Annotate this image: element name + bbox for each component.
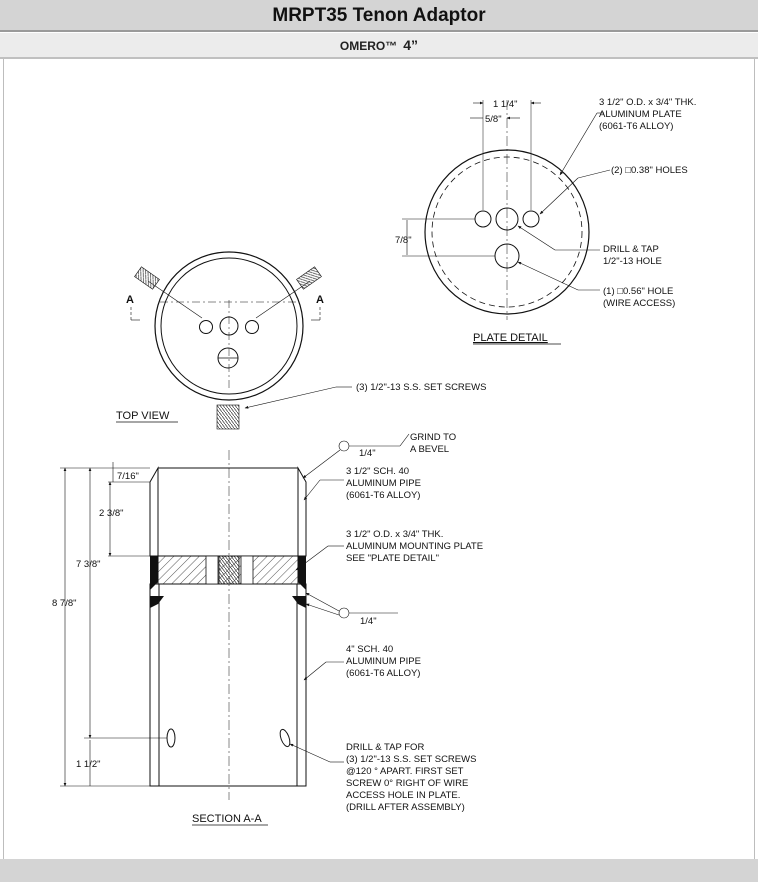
note-tap-line-2: 1/2"-13 HOLE [603,256,662,267]
top-view-hole-left [200,321,213,334]
note-lower-pipe-line-3: (6061-T6 ALLOY) [346,668,421,679]
section-caption: SECTION A-A [192,813,262,825]
note-drill-line-1: DRILL & TAP FOR [346,742,425,753]
weld-bottom-size: 1/4" [360,616,377,627]
plate-hole-left [475,211,491,227]
note-drill-line-5: ACCESS HOLE IN PLATE. [346,790,461,801]
note-holes: (2) □0.38" HOLES [611,165,688,176]
weld-top-left [150,556,158,590]
note-mount-plate-line-2: ALUMINUM MOUNTING PLATE [346,541,484,552]
note-upper-pipe-line-2: ALUMINUM PIPE [346,478,421,489]
upper-pipe-left-wall [150,468,158,556]
dim-7-8-label: 7/8" [395,235,412,246]
dim-7-3-8-label: 7 3/8" [76,559,101,570]
model-size: 4” [403,37,419,53]
note-plate-line-3: (6061-T6 ALLOY) [599,121,674,132]
upper-pipe-right-wall [298,468,306,556]
section-mark-left: A [126,294,134,306]
weld-top-size: 1/4" [359,448,376,459]
note-drill-line-2: (3) 1/2"-13 S.S. SET SCREWS [346,754,477,765]
top-view [116,252,486,429]
dim-7-16-label: 7/16" [117,471,139,482]
note-drill-line-3: @120 ° APART. FIRST SET [346,766,464,777]
top-view-outer-circle [155,252,303,400]
weld-top-right [298,556,306,590]
top-view-caption: TOP VIEW [116,410,170,422]
section-mark-right: A [316,294,324,306]
set-screws-note: (3) 1/2"-13 S.S. SET SCREWS [356,382,487,393]
section-view [52,432,483,825]
tapped-hole [219,556,239,584]
note-access-line-1: (1) □0.56" HOLE [603,286,674,297]
page-title: MRPT35 Tenon Adaptor [272,5,486,26]
dim-1-1-2-label: 1 1/2" [76,759,101,770]
set-screw-hole-left [167,729,175,747]
weld-bottom-right [292,596,306,608]
set-screw-hole-right [278,728,292,748]
note-mount-plate-line-3: SEE "PLATE DETAIL" [346,553,439,564]
top-view-hole-right [246,321,259,334]
dim-8-7-8-label: 8 7/8" [52,598,77,609]
lower-pipe-right-wall [297,584,306,786]
lower-pipe-left-wall [150,584,159,786]
note-lower-pipe-line-2: ALUMINUM PIPE [346,656,421,667]
dim-5-8-label: 5/8" [485,114,502,125]
note-plate-line-2: ALUMINUM PLATE [599,109,682,120]
dim-2-3-8-label: 2 3/8" [99,508,124,519]
note-mount-plate-line-1: 3 1/2" O.D. x 3/4" THK. [346,529,444,540]
note-lower-pipe-line-1: 4" SCH. 40 [346,644,394,655]
note-access-line-2: (WIRE ACCESS) [603,298,676,309]
note-drill-line-6: (DRILL AFTER ASSEMBLY) [346,802,465,813]
set-screw-bottom [217,405,239,429]
dim-1-1-4-label: 1 1/4" [493,99,518,110]
note-upper-pipe-line-3: (6061-T6 ALLOY) [346,490,421,501]
note-drill-line-4: SCREW 0° RIGHT OF WIRE [346,778,469,789]
note-upper-pipe-line-1: 3 1/2" SCH. 40 [346,466,410,477]
note-tap-line-1: DRILL & TAP [603,244,659,255]
plate-detail-view [395,97,696,344]
top-view-inner-circle [161,258,297,394]
weld-top-note-line-1: GRIND TO [410,432,457,443]
plate-hole-right [523,211,539,227]
set-screw-right [297,267,322,289]
note-plate-line-1: 3 1/2" O.D. x 3/4" THK. [599,97,697,108]
weld-bottom-left [150,596,164,608]
plate-detail-caption: PLATE DETAIL [473,332,548,344]
weld-top-note-line-2: A BEVEL [410,444,450,455]
set-screw-left [135,267,160,289]
model-name: OMERO™ [339,39,398,53]
